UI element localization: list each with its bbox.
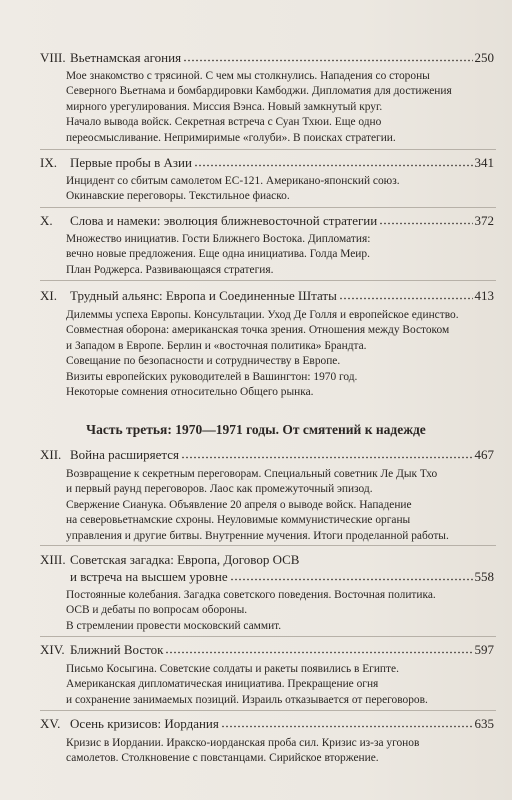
chapter-title: Советская загадка: Европа, Договор ОСВ: [70, 552, 300, 567]
summary-line: управления и другие битвы. Внутренние мучения. Итоги проделанной работы.: [66, 529, 449, 542]
chapter-summary: [66, 588, 496, 634]
divider: [40, 207, 496, 208]
chapter-number: VIII.: [40, 50, 66, 65]
summary-line: Постоянные колебания. Загадка советского поведения. Восточная политика.: [66, 589, 436, 601]
summary-line: и первый раунд переговоров. Лаос как промежуточный эпизод.: [66, 483, 373, 496]
summary-line: Возвращение к секретным переговорам. Специальный советник Ле Дык Тхо: [66, 468, 438, 480]
chapter-summary: [66, 467, 496, 544]
page-number: 250: [474, 50, 494, 65]
summary-line: Множество инициатив. Гости Ближнего Востока. Дипломатия:: [66, 233, 371, 245]
chapter-title: Первые пробы в Азии: [70, 155, 192, 170]
chapter-title: Война расширяется: [70, 447, 179, 462]
dot-leader: [221, 725, 473, 728]
summary-line: вечно новые предложения. Еще одна инициатива. Голда Меир.: [66, 248, 370, 261]
divider: [40, 149, 496, 150]
summary-line: Кризис в Иордании. Иракско-иорданская проба сил. Кризис из-за угонов: [66, 737, 420, 749]
page-number: 341: [474, 155, 494, 170]
page-number: 467: [474, 447, 494, 462]
chapter-summary: [66, 308, 496, 400]
chapter-heading[interactable]: [40, 288, 494, 304]
dot-leader: [339, 297, 473, 300]
chapter-heading-continued[interactable]: [40, 569, 494, 585]
chapter-number: XIV.: [40, 642, 65, 657]
chapter-summary: [66, 69, 496, 146]
summary-line: Дилеммы успеха Европы. Консультации. Уход Де Голля и европейское единство.: [66, 309, 459, 321]
divider: [40, 545, 496, 546]
summary-line: и Западом в Европе. Берлин и «восточная политика» Брандта.: [66, 339, 367, 352]
part-heading: Часть третья: 1970—1971 годы. От смятений к надежде: [86, 422, 426, 437]
chapter-heading[interactable]: [40, 155, 494, 171]
summary-line: Мое знакомство с трясиной. С чем мы столкнулись. Нападения со стороны: [66, 70, 430, 82]
chapter-heading[interactable]: [40, 213, 494, 229]
dot-leader: [194, 164, 473, 167]
summary-line: В стремлении провести московский саммит.: [66, 619, 282, 632]
chapter-number: XIII.: [40, 552, 66, 567]
chapter-heading[interactable]: [40, 642, 494, 658]
chapter-summary: [66, 174, 496, 205]
divider: [40, 280, 496, 281]
summary-line: Окинавские переговоры. Текстильное фиаско.: [66, 190, 290, 203]
dot-leader: [181, 456, 473, 459]
divider: [40, 710, 496, 711]
page-number: 597: [474, 642, 494, 657]
chapter-title-continued: и встреча на высшем уровне: [70, 569, 228, 584]
summary-line: мирного урегулирования. Миссия Вэнса. Новый замкнутый круг.: [66, 100, 383, 113]
chapter-heading[interactable]: [40, 552, 494, 568]
chapter-title: Слова и намеки: эволюция ближневосточной стратегии: [70, 213, 378, 228]
dot-leader: [379, 222, 472, 225]
chapter-heading[interactable]: [40, 716, 494, 732]
summary-line: Северного Вьетнама и бомбардировки Камбоджи. Дипломатия для достижения: [66, 85, 452, 98]
chapter-title: Трудный альянс: Европа и Соединенные Штаты: [70, 288, 337, 303]
chapter-number: XII.: [40, 447, 62, 462]
dot-leader: [165, 651, 472, 654]
summary-line: Визиты европейских руководителей в Вашингтон: 1970 год.: [66, 370, 358, 383]
dot-leader: [230, 578, 473, 581]
chapter-title: Ближний Восток: [70, 642, 164, 657]
chapter-title: Осень кризисов: Иордания: [70, 716, 219, 731]
summary-line: и сохранение занимаемых позиций. Израиль отказывается от переговоров.: [66, 693, 428, 706]
chapter-number: XV.: [40, 716, 61, 731]
page-number: 635: [474, 716, 494, 731]
chapter-heading[interactable]: [40, 50, 494, 66]
dot-leader: [183, 59, 472, 62]
chapter-summary: [66, 662, 496, 708]
chapter-number: IX.: [40, 155, 57, 170]
page-number: 558: [474, 569, 494, 584]
summary-line: Свержение Сианука. Объявление 20 апреля о выводе войск. Нападение: [66, 498, 412, 511]
summary-line: Совместная оборона: американская точка зрения. Отношения между Востоком: [66, 324, 450, 337]
chapter-number: X.: [40, 213, 53, 228]
summary-line: План Роджерса. Развивающаяся стратегия.: [66, 263, 274, 276]
summary-line: ОСВ и дебаты по вопросам обороны.: [66, 604, 248, 617]
summary-line: Американская дипломатическая инициатива. Прекращение огня: [66, 678, 379, 691]
summary-line: на северовьетнамские схроны. Неуловимые коммунистические органы: [66, 514, 411, 527]
summary-line: Совещание по безопасности и сотрудничеству в Европе.: [66, 355, 341, 368]
summary-line: переосмысливание. Непримиримые «голуби». В поисках стратегии.: [66, 131, 396, 144]
page-number: 413: [474, 288, 494, 303]
summary-line: Инцидент со сбитым самолетом ЕС-121. Американо-японский союз.: [66, 175, 400, 187]
chapter-summary: [66, 736, 496, 767]
summary-line: Начало вывода войск. Секретная встреча с Суан Тхюи. Еще одно: [66, 116, 382, 129]
summary-line: Письмо Косыгина. Советские солдаты и ракеты появились в Египте.: [66, 663, 399, 675]
page-number: 372: [474, 213, 494, 228]
summary-line: Некоторые сомнения относительно Общего рынка.: [66, 386, 314, 399]
divider: [40, 636, 496, 637]
chapter-summary: [66, 232, 496, 278]
summary-line: самолетов. Столкновение с повстанцами. Сирийское вторжение.: [66, 752, 379, 765]
chapter-title: Вьетнамская агония: [70, 50, 182, 65]
chapter-number: XI.: [40, 288, 57, 303]
chapter-heading[interactable]: [40, 447, 494, 463]
